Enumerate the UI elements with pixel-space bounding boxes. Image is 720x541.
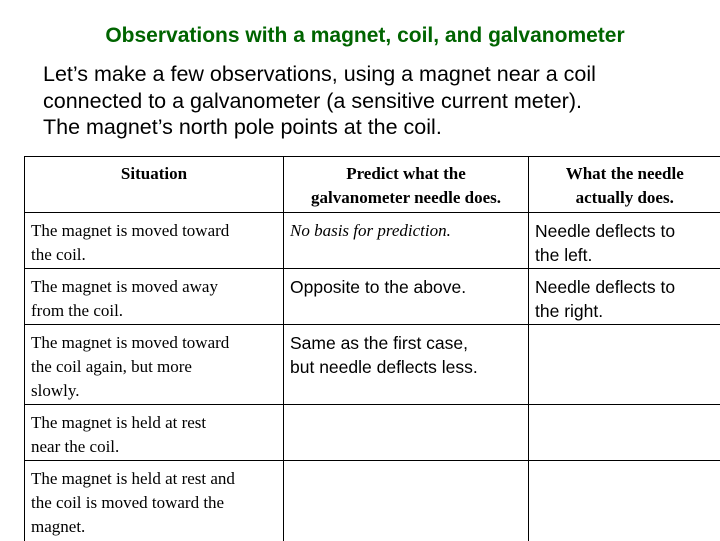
cell-line: No basis for prediction. bbox=[290, 219, 524, 243]
cell-line: Same as the first case, bbox=[290, 331, 524, 355]
situation-cell bbox=[25, 405, 284, 461]
intro-line: Let’s make a few observations, using a magnet near a coil bbox=[43, 61, 713, 88]
intro-line: connected to a galvanometer (a sensitive current meter). bbox=[43, 88, 713, 115]
table-header-row bbox=[25, 157, 720, 213]
table-row bbox=[25, 213, 720, 269]
actual-cell[interactable] bbox=[529, 269, 720, 325]
header-situation bbox=[25, 157, 284, 213]
prediction-cell[interactable] bbox=[284, 213, 529, 269]
table-row bbox=[25, 269, 720, 325]
actual-cell[interactable] bbox=[529, 405, 720, 461]
cell-line: the coil is moved toward the bbox=[31, 491, 279, 515]
prediction-cell[interactable] bbox=[284, 269, 529, 325]
prediction-cell[interactable] bbox=[284, 325, 529, 405]
cell-line: Opposite to the above. bbox=[290, 275, 524, 299]
cell-line: The magnet is moved toward bbox=[31, 219, 279, 243]
header-actual bbox=[529, 157, 720, 213]
cell-line: the coil. bbox=[31, 243, 279, 267]
cell-line: Needle deflects to bbox=[535, 275, 717, 299]
cell-line: the coil again, but more bbox=[31, 355, 279, 379]
cell-line: the right. bbox=[535, 299, 717, 323]
intro-paragraph bbox=[43, 61, 713, 141]
actual-cell[interactable] bbox=[529, 325, 720, 405]
cell-line: The magnet is moved toward bbox=[31, 331, 279, 355]
cell-line: The magnet is held at rest bbox=[31, 411, 279, 435]
cell-line: from the coil. bbox=[31, 299, 279, 323]
intro-line: The magnet’s north pole points at the coil. bbox=[43, 114, 713, 141]
cell-line: the left. bbox=[535, 243, 717, 267]
header-line: Predict what the bbox=[284, 162, 528, 186]
prediction-cell[interactable] bbox=[284, 405, 529, 461]
situation-cell bbox=[25, 461, 284, 541]
situation-cell bbox=[25, 213, 284, 269]
observation-table bbox=[24, 156, 720, 541]
situation-cell bbox=[25, 269, 284, 325]
header-prediction bbox=[284, 157, 529, 213]
cell-line: slowly. bbox=[31, 379, 279, 403]
cell-line: magnet. bbox=[31, 515, 279, 539]
header-line: galvanometer needle does. bbox=[284, 186, 528, 210]
cell-line: but needle deflects less. bbox=[290, 355, 524, 379]
prediction-cell[interactable] bbox=[284, 461, 529, 541]
header-line: actually does. bbox=[529, 186, 720, 210]
table-row bbox=[25, 461, 720, 541]
cell-line: near the coil. bbox=[31, 435, 279, 459]
actual-cell[interactable] bbox=[529, 213, 720, 269]
header-line: What the needle bbox=[529, 162, 720, 186]
table-row bbox=[25, 405, 720, 461]
table-row bbox=[25, 325, 720, 405]
slide-title: Observations with a magnet, coil, and galvanometer bbox=[0, 24, 720, 48]
actual-cell[interactable] bbox=[529, 461, 720, 541]
header-line: Situation bbox=[25, 162, 283, 186]
situation-cell bbox=[25, 325, 284, 405]
cell-line: The magnet is held at rest and bbox=[31, 467, 279, 491]
cell-line: Needle deflects to bbox=[535, 219, 717, 243]
cell-line: The magnet is moved away bbox=[31, 275, 279, 299]
